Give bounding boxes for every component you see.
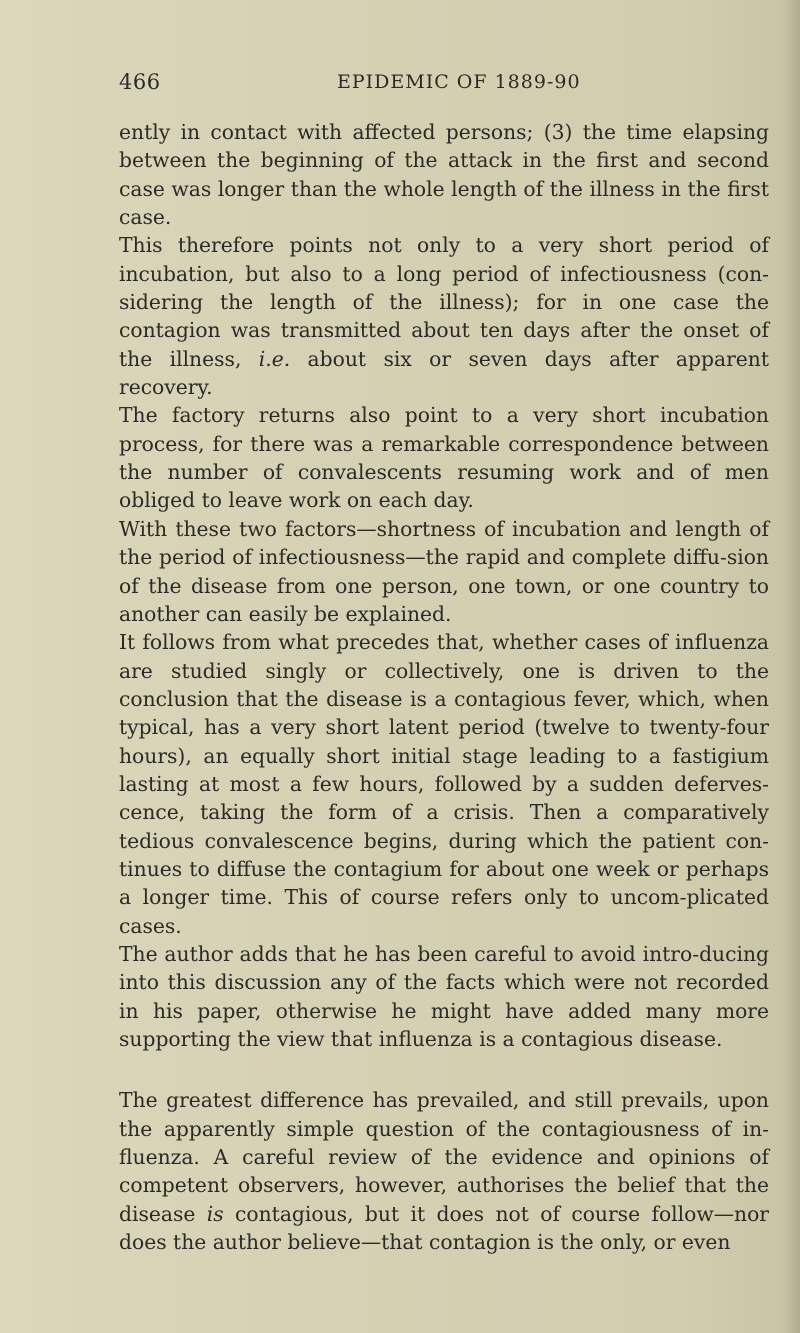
paragraph: It follows from what precedes that, whether cases of influenza are studied singly or collectively, one is driven to the conclusion that the disease is a contagious fever, which, when typical, has a very short latent period (twelve to twenty-four hours), an equally short initial stage leading to a fastigium lasting at most a few hours, followed by a sudden deferves-cence, taking the form of a crisis. Then a comparatively tedious convalescence begins, during which the patient con-tinues to diffuse the contagium for about one week or perhaps a longer time. This of course refers only to uncom-plicated cases. bbox=[119, 630, 769, 938]
section-gap bbox=[119, 1053, 769, 1086]
italic-text: is bbox=[206, 1201, 224, 1226]
page-header bbox=[119, 70, 769, 104]
paragraph: With these two factors—shortness of incubation and length of the period of infectiousness—the rapid and complete diffu-sion of the disease from one person, one town, or one country to another can easily be explained. bbox=[119, 516, 769, 626]
paragraph: The factory returns also point to a very short incubation process, for there was a remarkable correspondence between the number of convalescents resuming work and of men obliged to leave work on each day. bbox=[119, 403, 769, 513]
paragraph: ently in contact with affected persons; (3) the time elapsing between the beginning of the attack in the first and second case was longer than the whole length of the illness in the first case. bbox=[119, 120, 769, 230]
running-head: EPIDEMIC OF 1889-90 bbox=[337, 71, 581, 93]
paragraph: The greatest difference has prevailed, and still prevails, upon the apparently simple question of the contagiousness of in-fluenza. A careful review of the evidence and opinions of competent observers, however, authorises the belief that the disease is contagious, but it does not of course follow—nor does the author believe—that contagion is the only, or even bbox=[119, 1088, 769, 1255]
paragraph: The author adds that he has been careful to avoid intro-ducing into this discussion any of the facts which were not recorded in his paper, otherwise he might have added many more supporting the view that influenza is a contagious disease. bbox=[119, 941, 769, 1051]
page-edge-shadow bbox=[782, 0, 800, 1333]
page-number: 466 bbox=[119, 70, 161, 94]
italic-text: i.e. bbox=[258, 346, 291, 371]
paragraph: This therefore points not only to a very short period of incubation, but also to a long period of infectiousness (con-sidering the length of the illness); for in one case the contagion was transmitted about ten days after the onset of the illness, i.e. about six or seven days after apparent recovery. bbox=[119, 233, 769, 400]
body-text bbox=[119, 118, 769, 1256]
